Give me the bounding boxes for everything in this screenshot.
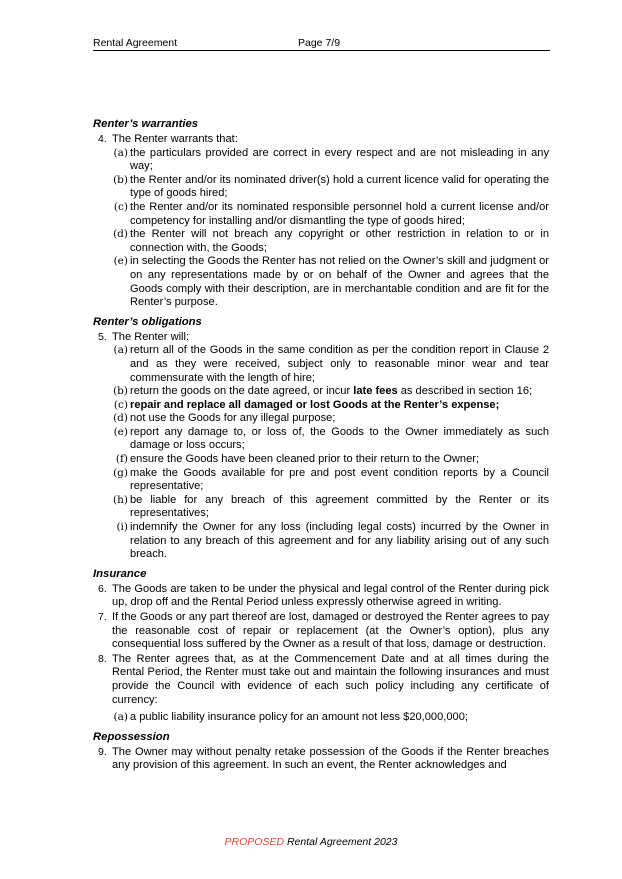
sub-clause	[112, 201, 549, 228]
sub-clause-list	[112, 147, 549, 310]
footer-draft-label: PROPOSED	[224, 836, 285, 848]
clause-text: The Goods are taken to be under the physical and legal control of the Renter during pick up, drop off and the Rental Period unless expressly otherwise agreed in writing.	[112, 582, 549, 609]
clause-number: 8.	[98, 652, 107, 665]
document-body	[93, 117, 549, 778]
sub-clause-text: report any damage to, or loss of, the Goods to the Owner immediately as such damage or loss occurs;	[130, 425, 549, 452]
sub-clause-text: not use the Goods for any illegal purpose;	[130, 412, 336, 425]
sub-clause-label: (d)	[113, 412, 128, 425]
sub-clause-label: (b)	[113, 173, 128, 186]
section-heading: Repossession	[93, 730, 170, 743]
sub-clause-label: (i)	[116, 521, 128, 534]
clause-text: The Renter agrees that, as at the Commencement Date and at all times during the Rental Period, the Renter must take out and maintain the following insurances and must provide the Council with evidence of each such policy including any certificate of currency:	[112, 652, 549, 706]
clause-6	[93, 583, 549, 610]
sub-clause	[112, 467, 549, 494]
section-repossession	[93, 730, 549, 773]
sub-clause	[112, 399, 549, 413]
sub-clause	[112, 453, 549, 467]
sub-clause-text: the particulars provided are correct in every respect and are not misleading in any way;	[130, 146, 549, 173]
header-title: Rental Agreement	[93, 37, 178, 49]
sub-clause-label: (d)	[113, 228, 128, 241]
section-heading: Insurance	[93, 567, 147, 580]
sub-clause-text: ensure the Goods have been cleaned prior to their return to the Owner;	[130, 453, 480, 466]
clause-8	[93, 653, 549, 725]
sub-clause-label: (h)	[113, 493, 128, 506]
sub-clause-text: make the Goods available for pre and post event condition reports by a Council representative;	[130, 466, 549, 493]
sub-clause	[112, 426, 549, 453]
sub-clause	[112, 494, 549, 521]
sub-clause	[112, 344, 549, 385]
clause-number: 9.	[98, 745, 107, 758]
clause-number: 5.	[98, 330, 107, 343]
sub-clause	[112, 385, 549, 399]
sub-clause	[112, 255, 549, 309]
sub-clause	[112, 228, 549, 255]
sub-clause-label: (g)	[113, 466, 128, 479]
clause-9	[93, 746, 549, 773]
section-heading: Renter’s warranties	[93, 118, 199, 130]
section-renters-warranties	[93, 117, 549, 310]
page-header	[93, 37, 550, 51]
clause-text: The Owner may without penalty retake possession of the Goods if the Renter breaches any provision of this agreement. In such an event, the Renter acknowledges and	[112, 745, 549, 772]
sub-clause-text: indemnify the Owner for any loss (including legal costs) incurred by the Owner in relation to any breach of this agreement and for any liability arising out of any such breach.	[130, 521, 549, 561]
sub-clause-label: (a)	[113, 146, 128, 159]
sub-clause	[112, 711, 549, 725]
sub-clause	[112, 174, 549, 201]
sub-clause-text: return the goods on the date agreed, or incur	[130, 385, 354, 398]
sub-clause-bold-text: late fees	[353, 385, 398, 398]
clause-number: 7.	[98, 611, 107, 623]
sub-clause-label: (a)	[113, 344, 128, 357]
sub-clause	[112, 521, 549, 562]
clause-5	[93, 331, 549, 562]
section-insurance	[93, 567, 549, 725]
sub-clause-label: (e)	[113, 255, 128, 268]
clause-number: 6.	[98, 582, 107, 595]
sub-clause-text: as described in section 16;	[397, 385, 533, 398]
page-footer	[0, 836, 622, 848]
sub-clause-text: the Renter will not breach any copyright or other restriction in relation to or in connection with, the Goods;	[130, 228, 549, 254]
sub-clause-text: the Renter and/or its nominated responsible personnel hold a current license and/or competency for installing and/or dismantling the type of goods hired;	[130, 200, 549, 227]
clause-text: If the Goods or any part thereof are lost, damaged or destroyed the Renter agrees to pay the reasonable cost of repair or replacement (at the Owner’s option), plus any consequential loss suffered by the Owner as a result of that loss, damage or destruction.	[112, 611, 549, 651]
sub-clause-bold-text: repair and replace all damaged or lost Goods at the Renter’s expense;	[130, 398, 500, 411]
sub-clause-text: be liable for any breach of this agreement committed by the Renter or its representatives;	[130, 493, 549, 520]
sub-clause-label: (c)	[113, 398, 128, 411]
sub-clause	[112, 147, 549, 174]
sub-clause	[112, 412, 549, 426]
clause-4	[93, 133, 549, 310]
page-number: Page 7/9	[298, 37, 341, 49]
sub-clause-label: (e)	[113, 425, 128, 438]
clause-number: 4.	[98, 133, 107, 145]
sub-clause-label: (b)	[113, 385, 128, 398]
sub-clause-text: a public liability insurance policy for an amount not less $20,000,000;	[130, 711, 468, 724]
sub-clause-label: (c)	[113, 200, 128, 213]
section-renters-obligations	[93, 315, 549, 562]
sub-clause-label: (a)	[113, 711, 128, 724]
clause-text: The Renter will:	[112, 330, 190, 343]
sub-clause-text: the Renter and/or its nominated driver(s) hold a current licence valid for operating the type of goods hired;	[130, 173, 549, 200]
section-heading: Renter’s obligations	[93, 315, 202, 328]
clause-text: The Renter warrants that:	[112, 133, 238, 145]
clause-7	[93, 611, 549, 652]
sub-clause-list	[112, 344, 549, 562]
sub-clause-label: (f)	[115, 453, 128, 466]
footer-title: Rental Agreement 2023	[284, 836, 398, 848]
sub-clause-list	[112, 711, 549, 725]
sub-clause-text: in selecting the Goods the Renter has not relied on the Owner’s skill and judgment or on any representations made by or on behalf of the Owner and agrees that the Goods comply with their description, are in merchantable condition and are fit for the Renter’s purpose.	[130, 255, 549, 309]
sub-clause-text: return all of the Goods in the same condition as per the condition report in Clause 2 and as they were received, subject only to reasonable minor wear and tear commensurate with the length of hire;	[130, 344, 549, 384]
